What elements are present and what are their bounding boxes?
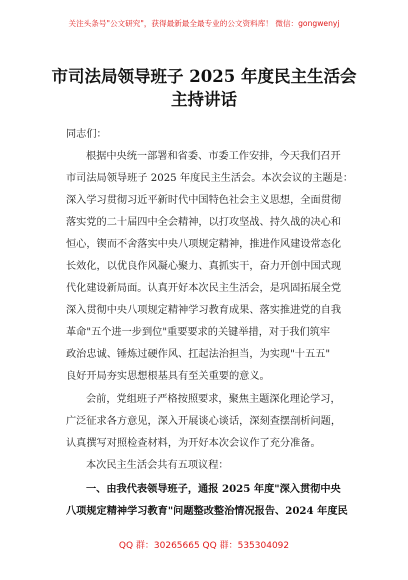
paragraph-line: 认真撰写对照检查材料，为开好本次会议作了充分准备。 [66, 438, 321, 449]
salutation: 同志们： [66, 129, 107, 140]
paragraph-line: 长效化，以优良作风凝心聚力、真抓实干，奋力开创中国式现 [66, 261, 342, 272]
footer-contact: QQ 群：30265665 QQ 群：535304092 [118, 541, 290, 551]
paragraph-line: 深入学习贯彻习近平新时代中国特色社会主义思想，全面贯彻 [66, 195, 342, 206]
document-title-line-1: 市司法局领导班子 2025 年度民主生活会 [51, 67, 357, 86]
document-title-line-2: 主持讲话 [171, 90, 237, 109]
paragraph-line: 深入贯彻中央八项规定精神学习教育成果、落实推进党的自我 [66, 305, 342, 316]
paragraph-line: 良好开局夯实思想根基具有至关重要的意义。 [66, 371, 270, 382]
paragraph-line: 市司法局领导班子 2025 年度民主生活会。本次会议的主题是： [66, 173, 354, 184]
paragraph-line: 本次民主生活会共有五项议程： [86, 460, 229, 471]
paragraph-line: 革命"五个进一步到位"重要要求的关键举措，对于我们筑牢 [66, 327, 331, 338]
agenda-item-line: 一、由我代表领导班子，通报 2025 年度"深入贯彻中央 [86, 483, 341, 495]
paragraph-line: 广泛征求各方意见，深入开展谈心谈话，深刻查摆剖析问题， [66, 416, 342, 427]
paragraph-line: 会前，党组班子严格按照要求，聚焦主题深化理论学习， [86, 394, 341, 405]
paragraph-line: 政治忠诚、锤炼过硬作风、扛起法治担当，为实现"十五五" [66, 349, 331, 360]
agenda-item-line: 八项规定精神学习教育"问题整改整治情况报告、2024 年度民 [66, 505, 348, 517]
paragraph-line: 代化建设新局面。认真开好本次民主生活会，是巩固拓展全党 [66, 283, 342, 294]
paragraph-line: 根据中央统一部署和省委、市委工作安排，今天我们召开 [86, 151, 341, 162]
paragraph-line: 恒心，锲而不舍落实中央八项规定精神，推进作风建设常态化 [66, 239, 342, 250]
paragraph-line: 落实党的二十届四中全会精神，以打攻坚战、持久战的决心和 [66, 217, 342, 228]
header-banner: 关注头条号"公文研究"，获得最新最全最专业的公文资料库！ 微信：gongwenyj [68, 19, 340, 28]
